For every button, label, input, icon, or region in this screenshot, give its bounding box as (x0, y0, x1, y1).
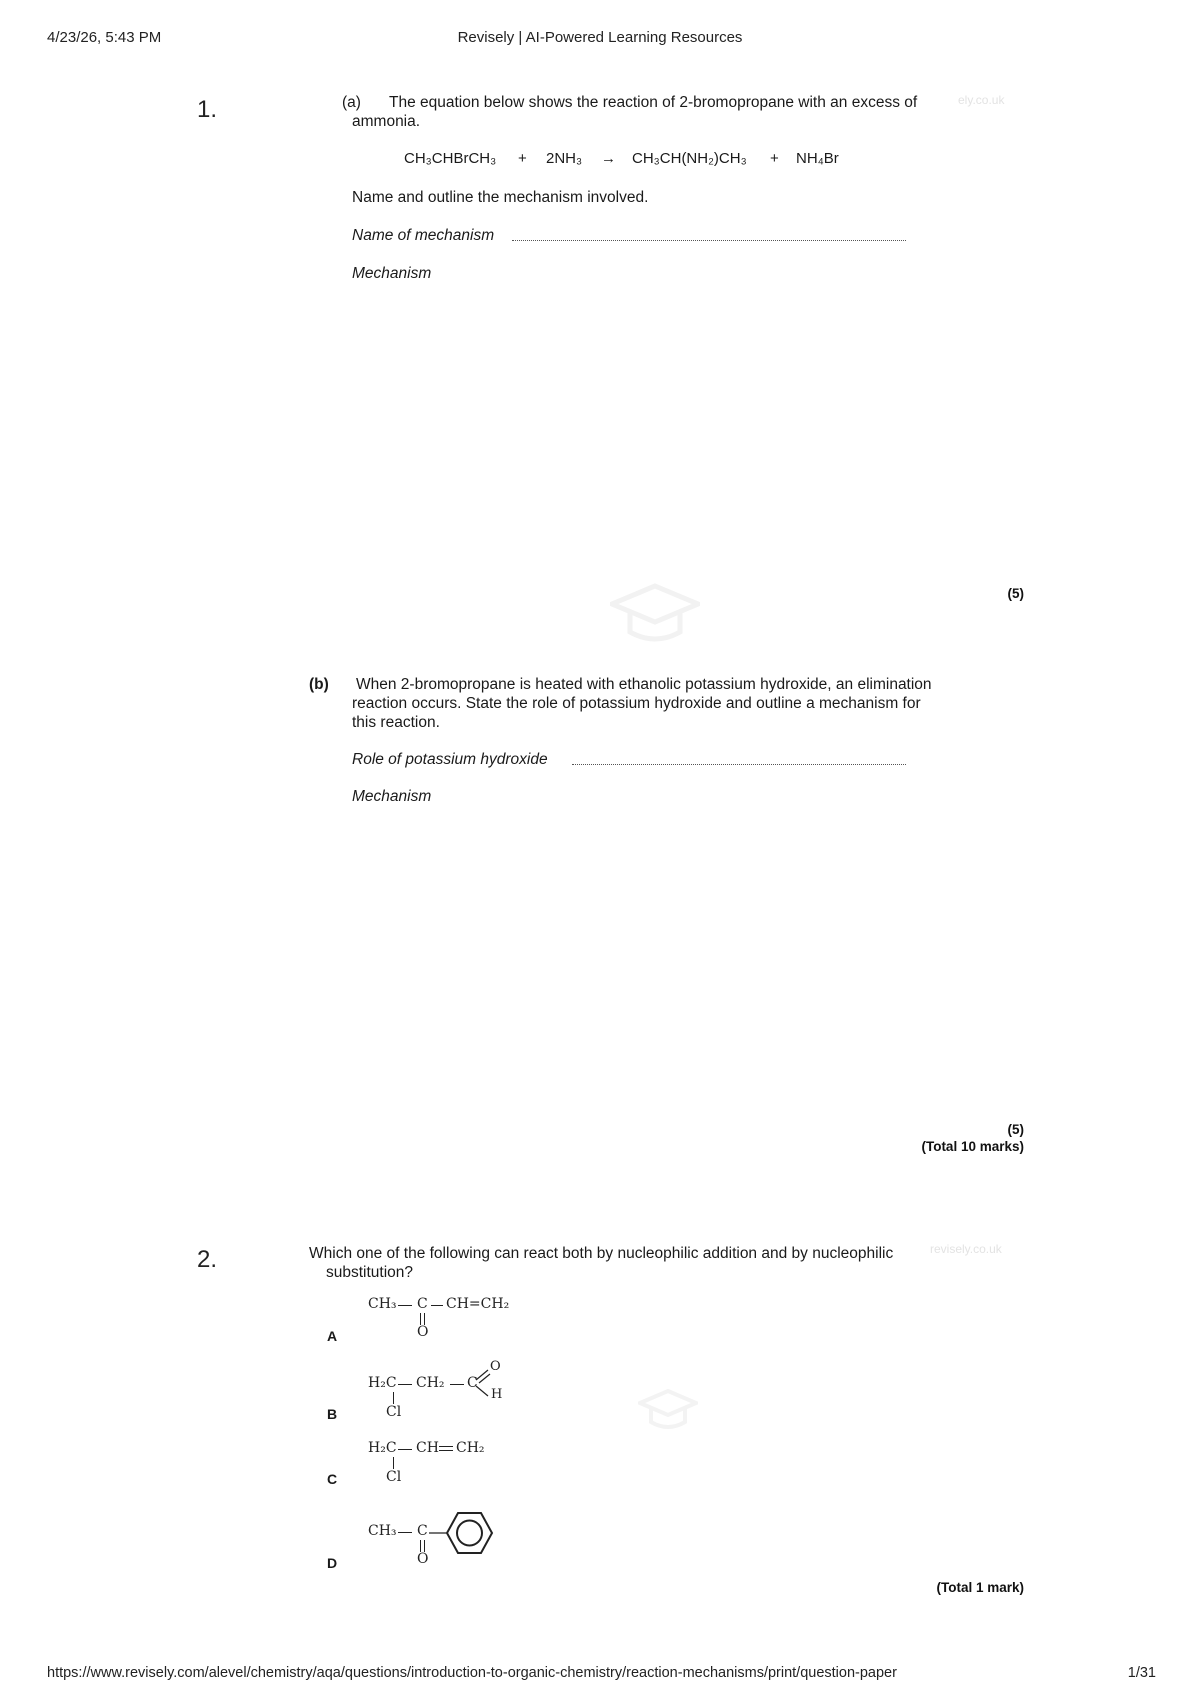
answer-line (572, 764, 906, 765)
bond (393, 1457, 394, 1469)
answer-line (512, 240, 906, 241)
page-title: Revisely | AI-Powered Learning Resources (457, 29, 743, 46)
formula-atom: Cl (386, 1469, 402, 1485)
formula-group: CH₂ (416, 1375, 445, 1391)
equation-product: CH₃CH(NH₂)CH₃ (632, 150, 747, 167)
option-label-d: D (327, 1555, 338, 1571)
question-text: When 2-bromopropane is heated with ethanolic potassium hydroxide, an elimination (356, 676, 932, 693)
bond (398, 1449, 412, 1450)
part-label: (b) (309, 676, 329, 693)
marks-label: (5) (1007, 586, 1024, 601)
question-text: this reaction. (352, 714, 440, 731)
option-label-a: A (327, 1328, 338, 1344)
answer-label: Mechanism (352, 265, 432, 282)
equation-plus: + (770, 150, 779, 167)
option-label-c: C (327, 1471, 338, 1487)
marks-label: (5) (1007, 1122, 1024, 1137)
print-datetime: 4/23/26, 5:43 PM (47, 29, 162, 46)
page-number: 1/31 (1127, 1665, 1156, 1681)
bond (431, 1305, 443, 1306)
formula-group: C (417, 1523, 428, 1539)
formula-group: CH=CH₂ (446, 1296, 510, 1312)
equation-product: NH₄Br (796, 150, 839, 167)
formula-atom: Cl (386, 1404, 402, 1420)
formula-group: CH₃ (368, 1296, 397, 1312)
bond (398, 1305, 412, 1306)
watermark-text: revisely.co.uk (930, 1242, 1002, 1256)
bond (398, 1532, 412, 1533)
total-marks: (Total 1 mark) (936, 1580, 1024, 1595)
formula-atom: H (491, 1387, 503, 1402)
graduation-cap-icon (638, 1386, 698, 1434)
equation-plus: + (518, 150, 527, 167)
option-label-b: B (327, 1406, 338, 1422)
question-number: 2. (197, 1246, 218, 1273)
question-text: The equation below shows the reaction of 2-bromopropane with an excess of (389, 94, 918, 111)
part-label: (a) (342, 94, 361, 111)
formula-group: CH (416, 1440, 439, 1456)
formula-group: C (417, 1296, 428, 1312)
equation-arrow: → (601, 150, 616, 167)
graduation-cap-icon (610, 578, 700, 648)
formula-atom: O (417, 1324, 429, 1340)
equation-reactant: CH₃CHBrCH₃ (404, 150, 497, 167)
equation-reactant: 2NH₃ (546, 150, 583, 167)
question-text: reaction occurs. State the role of potassium hydroxide and outline a mechanism for (352, 695, 921, 712)
question-number: 1. (197, 96, 218, 123)
benzene-ring-icon (429, 1508, 505, 1558)
bond (393, 1392, 394, 1404)
double-bond (439, 1446, 453, 1451)
question-text: ammonia. (352, 113, 421, 130)
answer-label: Role of potassium hydroxide (352, 751, 548, 768)
formula-group: CH₂ (456, 1440, 485, 1456)
watermark-text: ely.co.uk (958, 93, 1005, 107)
answer-label: Name of mechanism (352, 227, 495, 244)
answer-label: Mechanism (352, 788, 432, 805)
formula-group: H₂C (368, 1375, 397, 1391)
question-text: Which one of the following can react both by nucleophilic addition and by nucleophilic (309, 1245, 894, 1262)
formula-group: H₂C (368, 1440, 397, 1456)
page-url: https://www.revisely.com/alevel/chemistry/aqa/questions/introduction-to-organic-chemistry/reaction-mechanisms/print/question-paper (47, 1665, 897, 1681)
question-text: substitution? (326, 1264, 414, 1281)
bond (398, 1384, 412, 1385)
formula-atom: C (467, 1375, 478, 1391)
formula-group: CH₃ (368, 1523, 397, 1539)
formula-atom: O (417, 1551, 429, 1567)
instruction-text: Name and outline the mechanism involved. (352, 189, 649, 206)
bond (450, 1384, 464, 1385)
total-marks: (Total 10 marks) (921, 1139, 1024, 1154)
formula-atom: O (490, 1359, 501, 1374)
